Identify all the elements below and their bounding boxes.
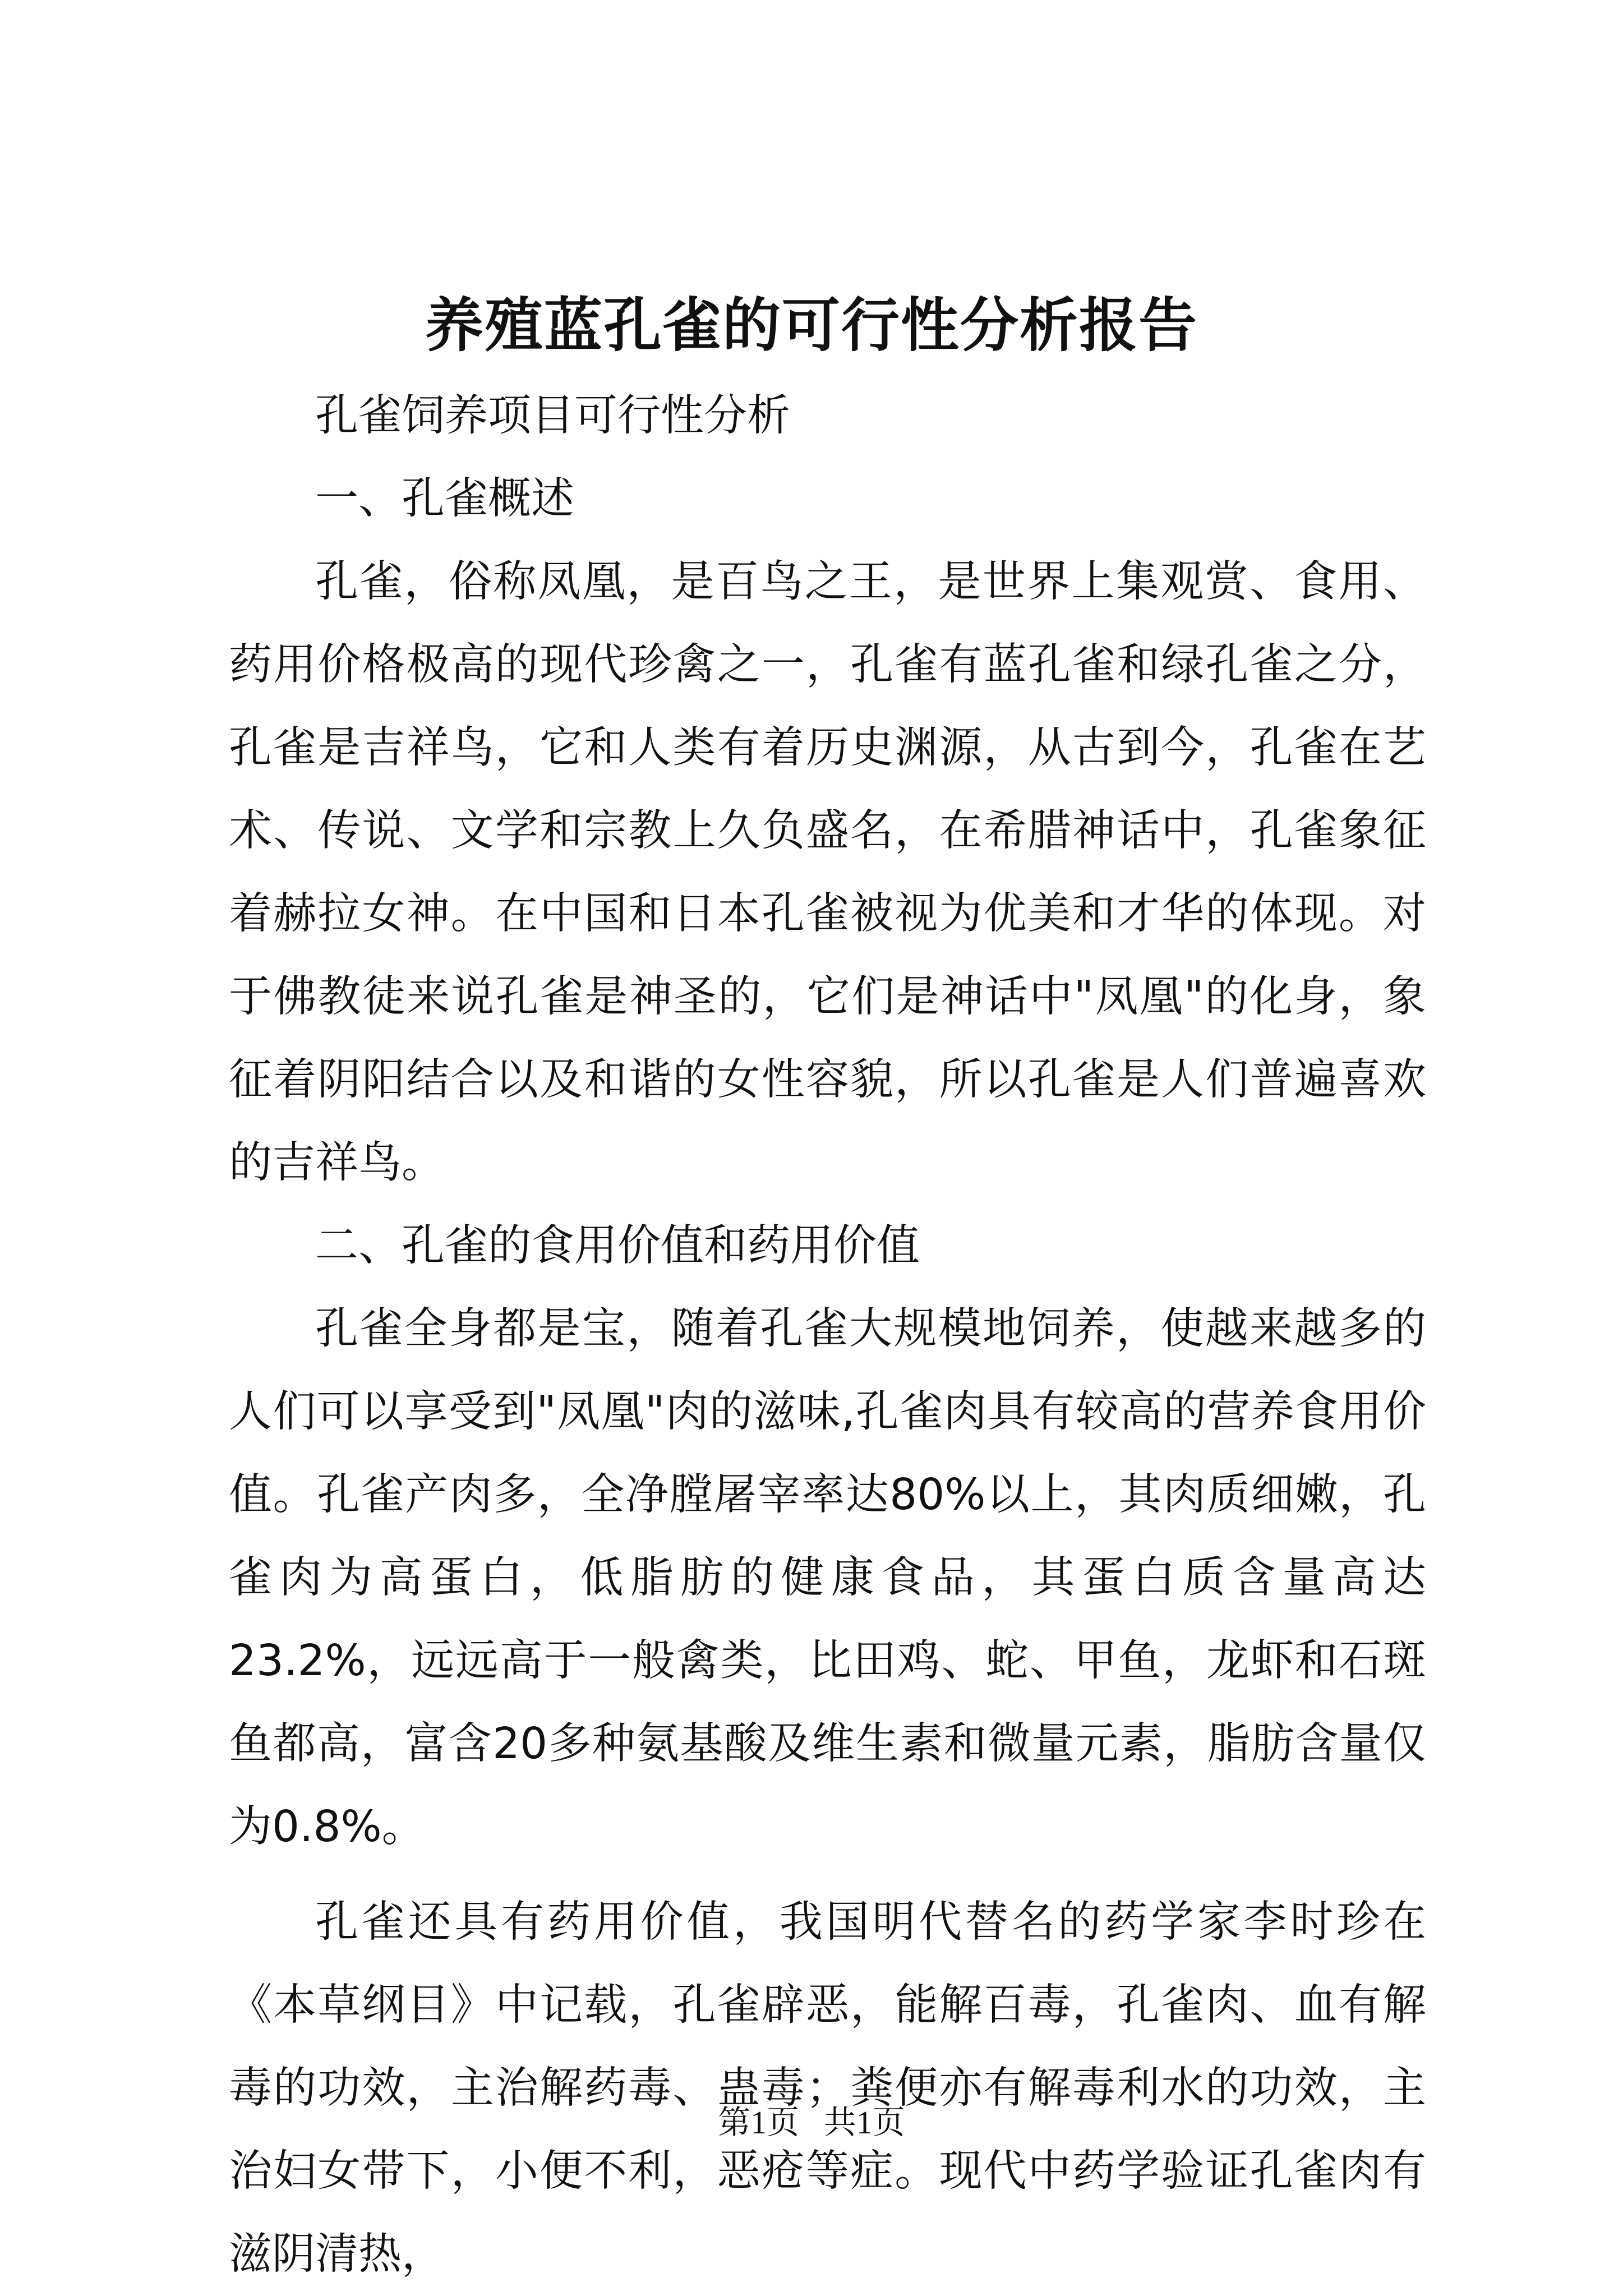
- paragraph-subtitle: 孔雀饲养项目可行性分析: [315, 391, 790, 441]
- paragraph-edible-value: 孔雀全身都是宝，随着孔雀大规模地饲养，使越来越多的人们可以享受到"凤凰"肉的滋味,孔雀肉具有较高的营养食用价值。孔雀产肉多，全净膛屠宰率达80%以上，其肉质细嫩，孔雀肉为高蛋白，低脂肪的健康食品，其蛋白质含量高达23.2%，远远高于一般禽类，比田鸡、蛇、甲鱼，龙虾和石斑鱼都高，富含20多种氨基酸及维生素和微量元素，脂肪含量仅为0.8%。: [229, 1304, 1426, 1852]
- paragraph-section-2-heading: 二、孔雀的食用价值和药用价值: [315, 1221, 920, 1271]
- page-number: 第1页: [718, 2104, 800, 2141]
- paragraph-section-1-heading: 一、孔雀概述: [315, 474, 574, 524]
- document-title: 养殖蓝孔雀的可行性分析报告: [425, 291, 1198, 359]
- paragraph-overview: 孔雀，俗称凤凰，是百鸟之王，是世界上集观赏、食用、药用价格极高的现代珍禽之一，孔雀有蓝孔雀和绿孔雀之分，孔雀是吉祥鸟，它和人类有着历史渊源，从古到今，孔雀在艺术、传说、文学和宗教上久负盛名，在希腊神话中，孔雀象征着赫拉女神。在中国和日本孔雀被视为优美和才华的体现。对于佛教徒来说孔雀是神圣的，它们是神话中"凤凰"的化身，象征着阴阳结合以及和谐的女性容貌，所以孔雀是人们普遍喜欢的吉祥鸟。: [229, 557, 1426, 1188]
- paragraph-medicinal-value: 孔雀还具有药用价值，我国明代替名的药学家李时珍在《本草纲目》中记载，孔雀辟恶，能解百毒，孔雀肉、血有解毒的功效，主治解药毒、蛊毒；粪便亦有解毒利水的功效，主治妇女带下，小便不利，恶疮等症。现代中药学验证孔雀肉有滋阴清热，: [229, 1897, 1426, 2279]
- page-footer: [0, 2100, 1623, 2145]
- page-total: 共1页: [823, 2104, 905, 2141]
- document-body: [229, 375, 1426, 2296]
